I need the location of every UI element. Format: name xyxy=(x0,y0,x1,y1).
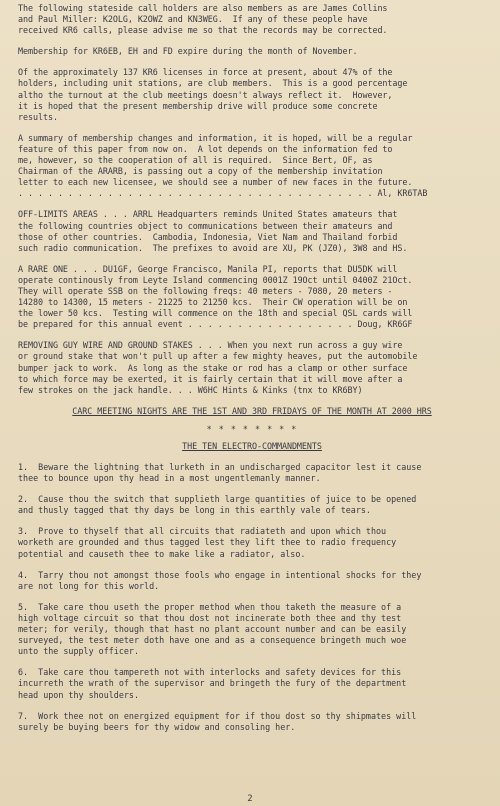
separator: * * * * * * * * xyxy=(206,423,298,434)
commandment-item: 2. Cause thou the switch that supplieth large quantities of juice to be opened and thusly tagged that thy days be long in this earthly vale of tears. xyxy=(18,494,417,516)
commandment-item: 6. Take care thou tampereth not with interlocks and safety devices for this incurreth the wrath of the supervisor and bringeth the fury of the department head upon thy shoulders. xyxy=(18,667,407,700)
commandment-item: 1. Beware the lightning that lurketh in an undischarged capacitor lest it cause thee to bounce upon thy head in a most ungentlemanly manner. xyxy=(18,462,422,484)
commandment-item: 5. Take care thou useth the proper method when thou taketh the measure of a high voltage circuit so that thou dost not incinerate both thee and thy test meter; for verily, though that hast no plant account number and can be easily surveyed, the test meter doth have one and as a consequence bringeth much woe unto the supply officer. xyxy=(18,601,407,657)
commandment-item: 3. Prove to thyself that all circuits that radiateth and upon which thou worketh are grounded and thus tagged lest they lift thee to radio frequency potential and causeth thee to make like a radiator, also. xyxy=(18,526,397,559)
paragraph-rare-one: A RARE ONE . . . DU1GF, George Francisco, Manila PI, reports that DU5DK will operate continously from Leyte Island commencing 0001Z 19Oct until 0400Z 21Oct. They will operate SSB on the following freqs: 40 meters - 7080, 20 meters - 14280 to 14300, 15 meters - 21225 to 21250 kcs. Their CW operation will be on the lower 50 kcs. Testing will commence on the 18th and special QSL cards will be prepared for this annual event . . . . . . . . . . . . . . . . . Doug, KR6GF xyxy=(18,263,413,330)
paragraph-membership-expire: Membership for KR6EB, EH and FD expire during the month of November. xyxy=(18,46,358,57)
page-number: 2 xyxy=(247,794,253,804)
paragraph-off-limits: OFF-LIMITS AREAS . . . ARRL Headquarters reminds United States amateurs that the following countries object to communications between their amateurs and those of other countries. Cambodia, Indonesia, Viet Nam and Thailand forbid such radio communication. The prefixes to avoid are XU, PK (JZ0), 3W8 and HS. xyxy=(18,209,408,253)
paragraph-licenses: Of the approximately 137 KR6 licenses in force at present, about 47% of the holders, including unit stations, are club members. This is a good percentage altho the turnout at the club meetings doesn't always reflect it. However, it is hoped that the present membership drive will produce some concrete results. xyxy=(18,67,408,122)
paragraph-guy-wire: REMOVING GUY WIRE AND GROUND STAKES . . . When you next run across a guy wire or ground stake that won't pull up after a few mighty heaves, put the automobile bumper jack to work. As long as the stake or rod has a clamp or other surface to which force may be exerted, it is fairly certain that it will move after a few strokes on the jack handle. . . W6HC Hints & Kinks (tnx to KR6BY) xyxy=(18,340,418,395)
paragraph-membership-summary: A summary of membership changes and information, it is hoped, will be a regular feature of this paper from now on. A lot depends on the information fed to me, however, so the cooperation of all is required. Since Bert, OF, as Chairman of the ARARB, is passing out a copy of the membership invitation letter to each new licensee, we should see a number of new faces in the future. . . . . . . . . . . . . . . . . . . . . . . . . . . . . . . . . . . . . Al, KR6TAB xyxy=(18,132,428,199)
commandments-heading: THE TEN ELECTRO-COMMANDMENTS xyxy=(182,440,322,451)
paragraph-stateside-members: The following stateside call holders are also members as are James Collins and Paul Miller: K2OLG, K2OWZ and KN3WEG. If any of these people have received KR6 calls, please advise me so that the records may be corrected. xyxy=(18,3,388,36)
commandment-item: 4. Tarry thou not amongst those fools who engage in intentional shocks for they are not long for this world. xyxy=(18,569,422,591)
commandment-item: 7. Work thee not on energized equipment for if thou dost so thy shipmates will surely be buying beers for thy widow and consoling her. xyxy=(18,710,417,732)
meeting-nights-notice: CARC MEETING NIGHTS ARE THE 1ST AND 3RD FRIDAYS OF THE MONTH AT 2000 HRS xyxy=(72,405,432,416)
